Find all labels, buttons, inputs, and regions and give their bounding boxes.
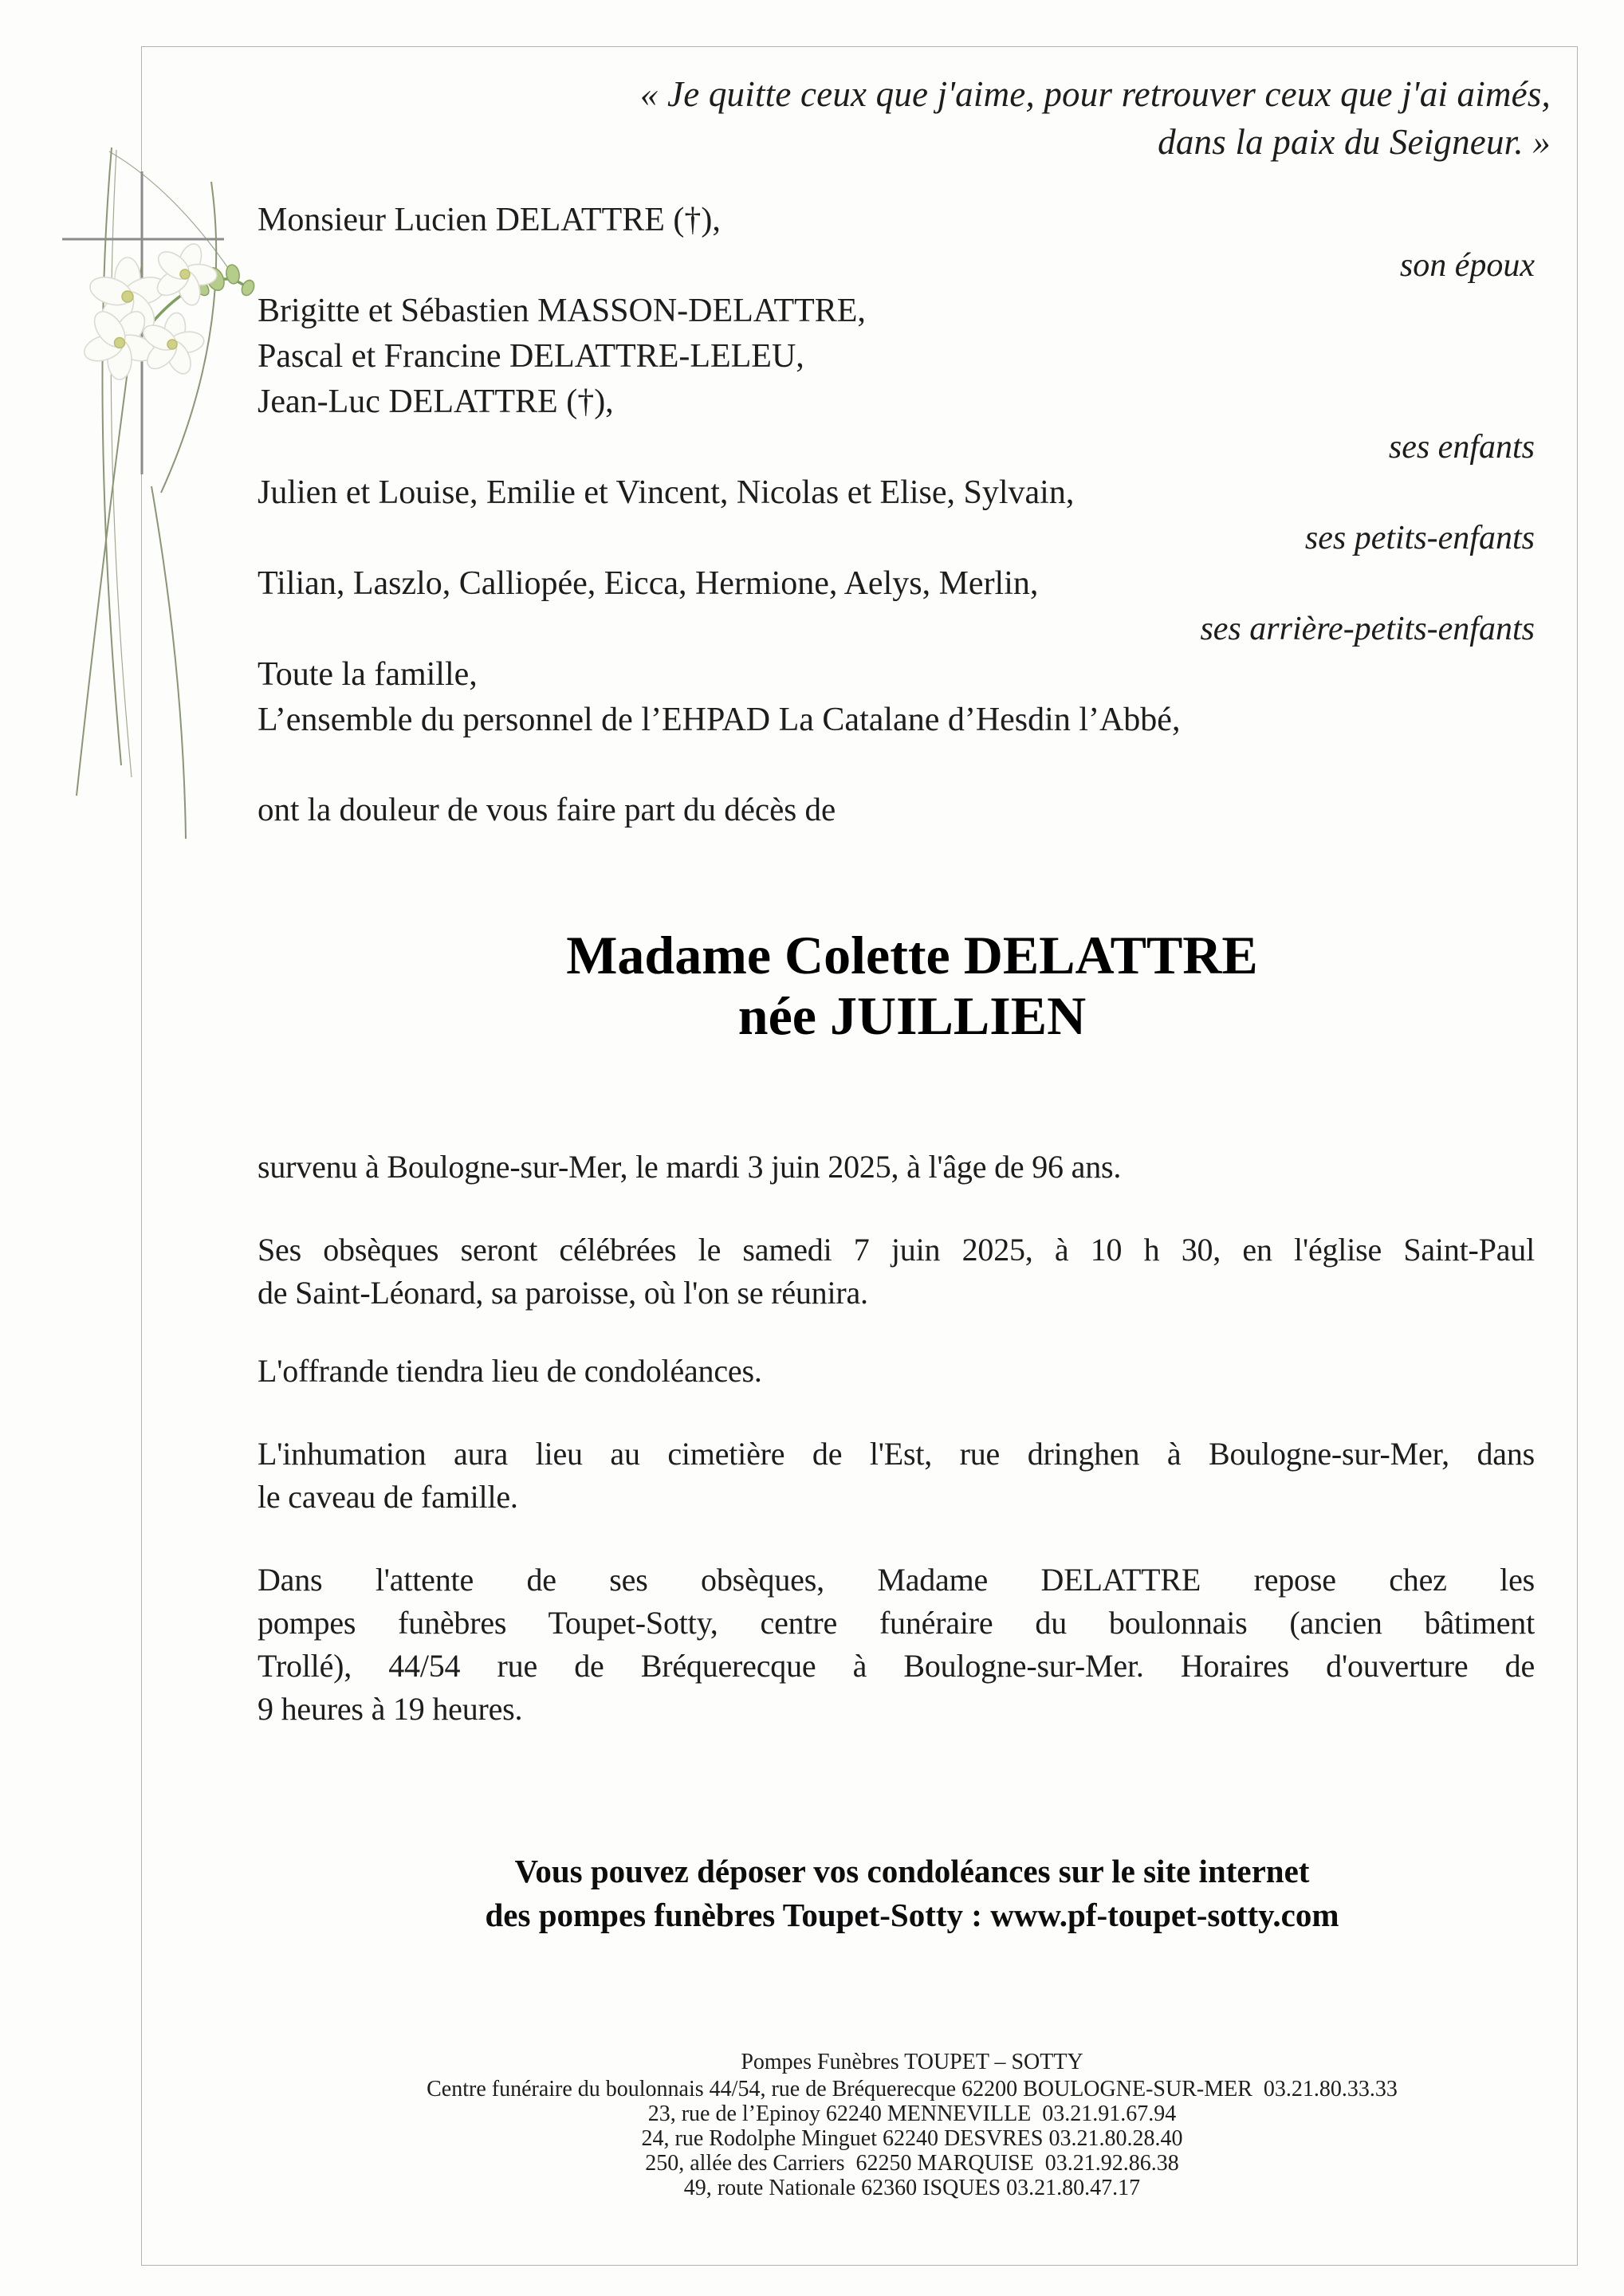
family-line-child-3: Jean-Luc DELATTRE (†),	[258, 383, 614, 420]
family-line-child-2: Pascal et Francine DELATTRE-LELEU,	[258, 338, 804, 375]
repose-line-3: Trollé), 44/54 rue de Bréquerecque à Boulogne-sur-Mer. Horaires d'ouverture de	[258, 1648, 1535, 1684]
family-line-child-1: Brigitte et Sébastien MASSON-DELATTRE,	[258, 293, 866, 329]
relation-label-grandchildren: ses petits-enfants	[1304, 520, 1535, 556]
funeral-line-2: de Saint-Léonard, sa paroisse, où l'on se réunira.	[258, 1275, 868, 1311]
announcement-intro: ont la douleur de vous faire part du décès de	[258, 791, 836, 828]
family-line-great-grandchildren: Tilian, Laszlo, Calliopée, Eicca, Hermione, Aelys, Merlin,	[258, 565, 1039, 602]
opening-quote	[319, 70, 1551, 166]
repose-line-1: Dans l'attente de ses obsèques, Madame DELATTRE repose chez les	[258, 1562, 1535, 1598]
deceased-name: Madame Colette DELATTRE	[566, 925, 1258, 985]
funeral-home-address-3: 24, rue Rodolphe Minguet 62240 DESVRES 03.21.80.28.40	[641, 2126, 1183, 2151]
funeral-home-address-5: 49, route Nationale 62360 ISQUES 03.21.80.47.17	[683, 2176, 1141, 2200]
funeral-home-name: Pompes Funèbres TOUPET – SOTTY	[741, 2050, 1083, 2074]
cross-and-orchid-decoration	[32, 112, 287, 877]
funeral-home-address-4: 250, allée des Carriers 62250 MARQUISE 03.21.92.86.38	[645, 2151, 1179, 2176]
family-line-whole-family: Toute la famille,	[258, 656, 478, 693]
offering-paragraph	[258, 1350, 1535, 1393]
repose-paragraph	[258, 1559, 1535, 1731]
grass-leaves-icon	[77, 147, 228, 839]
relation-label-children: ses enfants	[1388, 429, 1535, 466]
quote-line-2: dans la paix du Seigneur. »	[1158, 122, 1551, 162]
condolences-line-1: Vous pouvez déposer vos condoléances sur le site internet	[514, 1853, 1310, 1889]
funeral-home-address-1: Centre funéraire du boulonnais 44/54, rue de Bréquerecque 62200 BOULOGNE-SUR-MER 03.21.80.33.33	[427, 2077, 1398, 2101]
funeral-home-address-2: 23, rue de l’Epinoy 62240 MENNEVILLE 03.21.91.67.94	[647, 2101, 1177, 2126]
funeral-home-footer	[258, 2050, 1535, 2200]
family-line-grandchildren: Julien et Louise, Emilie et Vincent, Nicolas et Elise, Sylvain,	[258, 474, 1075, 511]
deceased-name-block	[258, 925, 1535, 1046]
family-line-spouse-name: Monsieur Lucien DELATTRE (†),	[258, 202, 721, 238]
relation-label-great-grandchildren: ses arrière-petits-enfants	[1200, 611, 1535, 647]
quote-line-1: « Je quitte ceux que j'aime, pour retrouver ceux que j'ai aimés,	[639, 74, 1551, 114]
repose-line-4: 9 heures à 19 heures.	[258, 1691, 523, 1727]
death-details-line: survenu à Boulogne-sur-Mer, le mardi 3 juin 2025, à l'âge de 96 ans.	[258, 1149, 1122, 1185]
repose-line-2: pompes funèbres Toupet-Sotty, centre funéraire du boulonnais (ancien bâtiment	[258, 1605, 1535, 1641]
online-condolences-notice	[258, 1850, 1535, 1937]
family-list	[258, 198, 1535, 743]
burial-line-2: le caveau de famille.	[258, 1479, 518, 1515]
funeral-service-paragraph	[258, 1229, 1535, 1315]
offering-line: L'offrande tiendra lieu de condoléances.	[258, 1353, 762, 1389]
relation-label-spouse: son époux	[1399, 247, 1535, 284]
deceased-maiden-name: née JUILLIEN	[737, 985, 1087, 1046]
funeral-line-1: Ses obsèques seront célébrées le samedi 7 juin 2025, à 10 h 30, en l'église Saint-Paul	[258, 1232, 1535, 1268]
orchid-flower-icon	[153, 241, 218, 308]
burial-paragraph	[258, 1433, 1535, 1519]
death-details-paragraph	[258, 1146, 1535, 1189]
burial-line-1: L'inhumation aura lieu au cimetière de l'Est, rue dringhen à Boulogne-sur-Mer, dans	[258, 1436, 1535, 1472]
family-line-ehpad-staff: L’ensemble du personnel de l’EHPAD La Catalane d’Hesdin l’Abbé,	[258, 702, 1181, 738]
condolences-line-2: des pompes funèbres Toupet-Sotty : www.pf-toupet-sotty.com	[485, 1897, 1339, 1933]
